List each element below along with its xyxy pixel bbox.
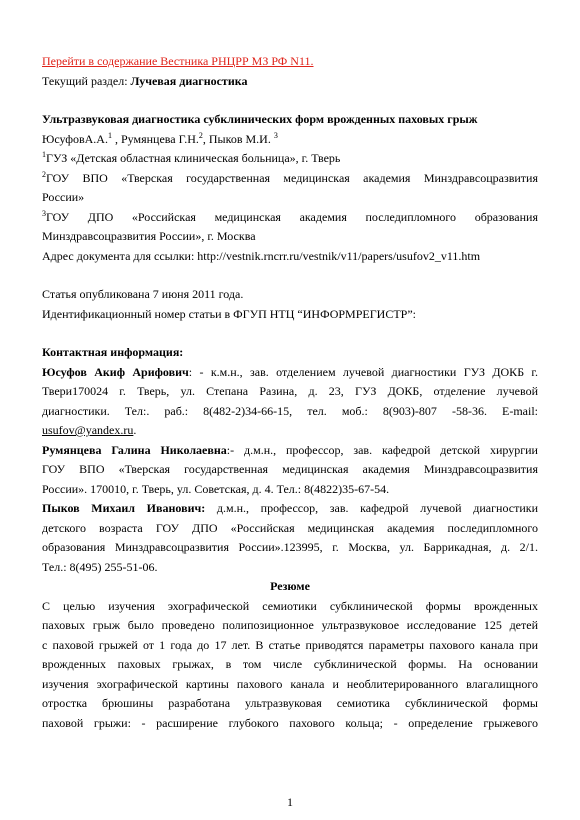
contact-3-text: д.м.н., профессор, зав. кафедрой лучевой диагностики [205, 501, 538, 515]
contact-3-line-4: Тел.: 8(495) 255-51-06. [42, 559, 158, 574]
author-separator: , [111, 131, 121, 146]
contact-3-line-2: детского возраста ГОУ ДПО «Российская медицинская академия последипломного [42, 520, 538, 535]
affiliation-2 [42, 169, 538, 189]
contact-1-email[interactable]: usufov@yandex.ru [42, 423, 134, 437]
current-section-label: Текущий раздел: [42, 73, 131, 88]
affiliation-1-sup: 1 [42, 150, 46, 159]
author-2-sup: 2 [198, 130, 203, 140]
page-number: 1 [287, 795, 293, 809]
abstract-line: паховой грыжи: - расширение глубокого пахового кольца; - определение грыжевого [42, 715, 538, 730]
contact-3-line-1 [42, 499, 538, 519]
abstract-line: врожденных паховых грыжах, в том числе субклинической формы. На основании [42, 657, 538, 671]
author-2: Румянцева Г.Н. [120, 131, 199, 146]
contact-3-line-3: образования Минздравсоцразвития России».123995, г. Москва, ул. Баррикадная, д. 2/1. [42, 540, 538, 554]
contact-1-text: : - к.м.н., зав. отделением лучевой диагностики ГУЗ ДОКБ г. [188, 364, 538, 379]
abstract-line: С целью изучения эхографической семиотики субклинической формы врожденных [42, 598, 538, 613]
contact-2-name: Румянцева Галина Николаевна [42, 442, 227, 457]
author-3-sup: 3 [273, 130, 278, 140]
author-separator: , [202, 131, 209, 146]
document-address: Адрес документа для ссылки: http://vestnik.rncrr.ru/vestnik/v11/papers/usufov2_v11.htm [42, 248, 481, 263]
contact-1-email-line [42, 421, 538, 441]
contact-2-line-3: России». 170010, г. Тверь, ул. Советская, д. 4. Тел.: 8(4822)35-67-54. [42, 481, 390, 496]
abstract-heading [42, 577, 538, 597]
author-1: ЮсуфовА.А. [42, 131, 108, 146]
journal-contents-link[interactable]: Перейти в содержание Вестника РНЦРР МЗ РФ N11. [42, 54, 314, 68]
article-title [42, 110, 538, 130]
author-3: Пыков М.И. [208, 131, 274, 146]
contacts-heading [42, 343, 538, 363]
affiliation-3-cont: Минздравсоцразвития России», г. Москва [42, 229, 256, 243]
contact-2-line-1 [42, 441, 538, 461]
contact-2-text: :- д.м.н., профессор, зав. кафедрой детской хирургии [226, 442, 538, 457]
document-body [42, 52, 538, 733]
abstract-line: с паховой грыжей от 1 года до 17 лет. В статье приводятся параметры пахового канала при [42, 637, 538, 652]
contact-1-line-1 [42, 363, 538, 383]
current-section-name: Лучевая диагностика [130, 73, 248, 88]
journal-contents-link-line [42, 52, 538, 72]
author-1-sup: 1 [107, 130, 112, 140]
publication-date: Статья опубликована 7 июня 2011 года. [42, 287, 244, 301]
contact-2-line-2: ГОУ ВПО «Тверская государственная медицинская академия Минздравсоцразвития [42, 462, 538, 476]
affiliation-1-text: ГУЗ «Детская областная клиническая больница», г. Тверь [46, 151, 341, 165]
abstract-line: отростка брюшины разработана ультразвуковая семиотика субклинической формы [42, 696, 538, 710]
current-section [42, 72, 538, 92]
abstract-line: изучения эхографической картины пахового канала и необлитерированного влагалищного [42, 676, 538, 691]
article-id: Идентификационный номер статьи в ФГУП НТЦ “ИНФОРМРЕГИСТР”: [42, 306, 416, 321]
contact-1-line-2: Твери170024 г. Тверь, ул. Степана Разина, д. 23, ГУЗ ДОКБ, отделение лучевой [42, 384, 538, 398]
contact-1-line-3: диагностики. Тел:. раб.: 8(482-2)34-66-15, тел. моб.: 8(903)-807 -58-36. E-mail: [42, 403, 538, 418]
contact-3-name: Пыков Михаил Иванович: [42, 501, 206, 515]
abstract-heading-text: Резюме [270, 579, 310, 593]
affiliation-1 [42, 149, 538, 169]
affiliation-3-sup: 3 [42, 208, 46, 218]
affiliation-2-sup: 2 [42, 169, 46, 179]
abstract-line: паховых грыж было проведено полипозиционное ультразвуковое исследование 125 детей [42, 618, 538, 632]
affiliation-2-cont: России» [42, 190, 85, 204]
author-list [42, 130, 538, 150]
affiliation-2-line-1: ГОУ ВПО «Тверская государственная медицинская академия Минздравсоцразвития [46, 170, 538, 185]
contact-1-email-end: . [133, 423, 137, 437]
contacts-heading-text: Контактная информация: [42, 345, 184, 359]
contact-1-name: Юсуфов Акиф Арифович [42, 364, 189, 379]
article-title-text: Ультразвуковая диагностика субклинических форм врожденных паховых грыж [42, 112, 478, 126]
affiliation-3 [42, 208, 538, 228]
affiliation-3-line-1: ГОУ ДПО «Российская медицинская академия последипломного образования [46, 209, 538, 224]
